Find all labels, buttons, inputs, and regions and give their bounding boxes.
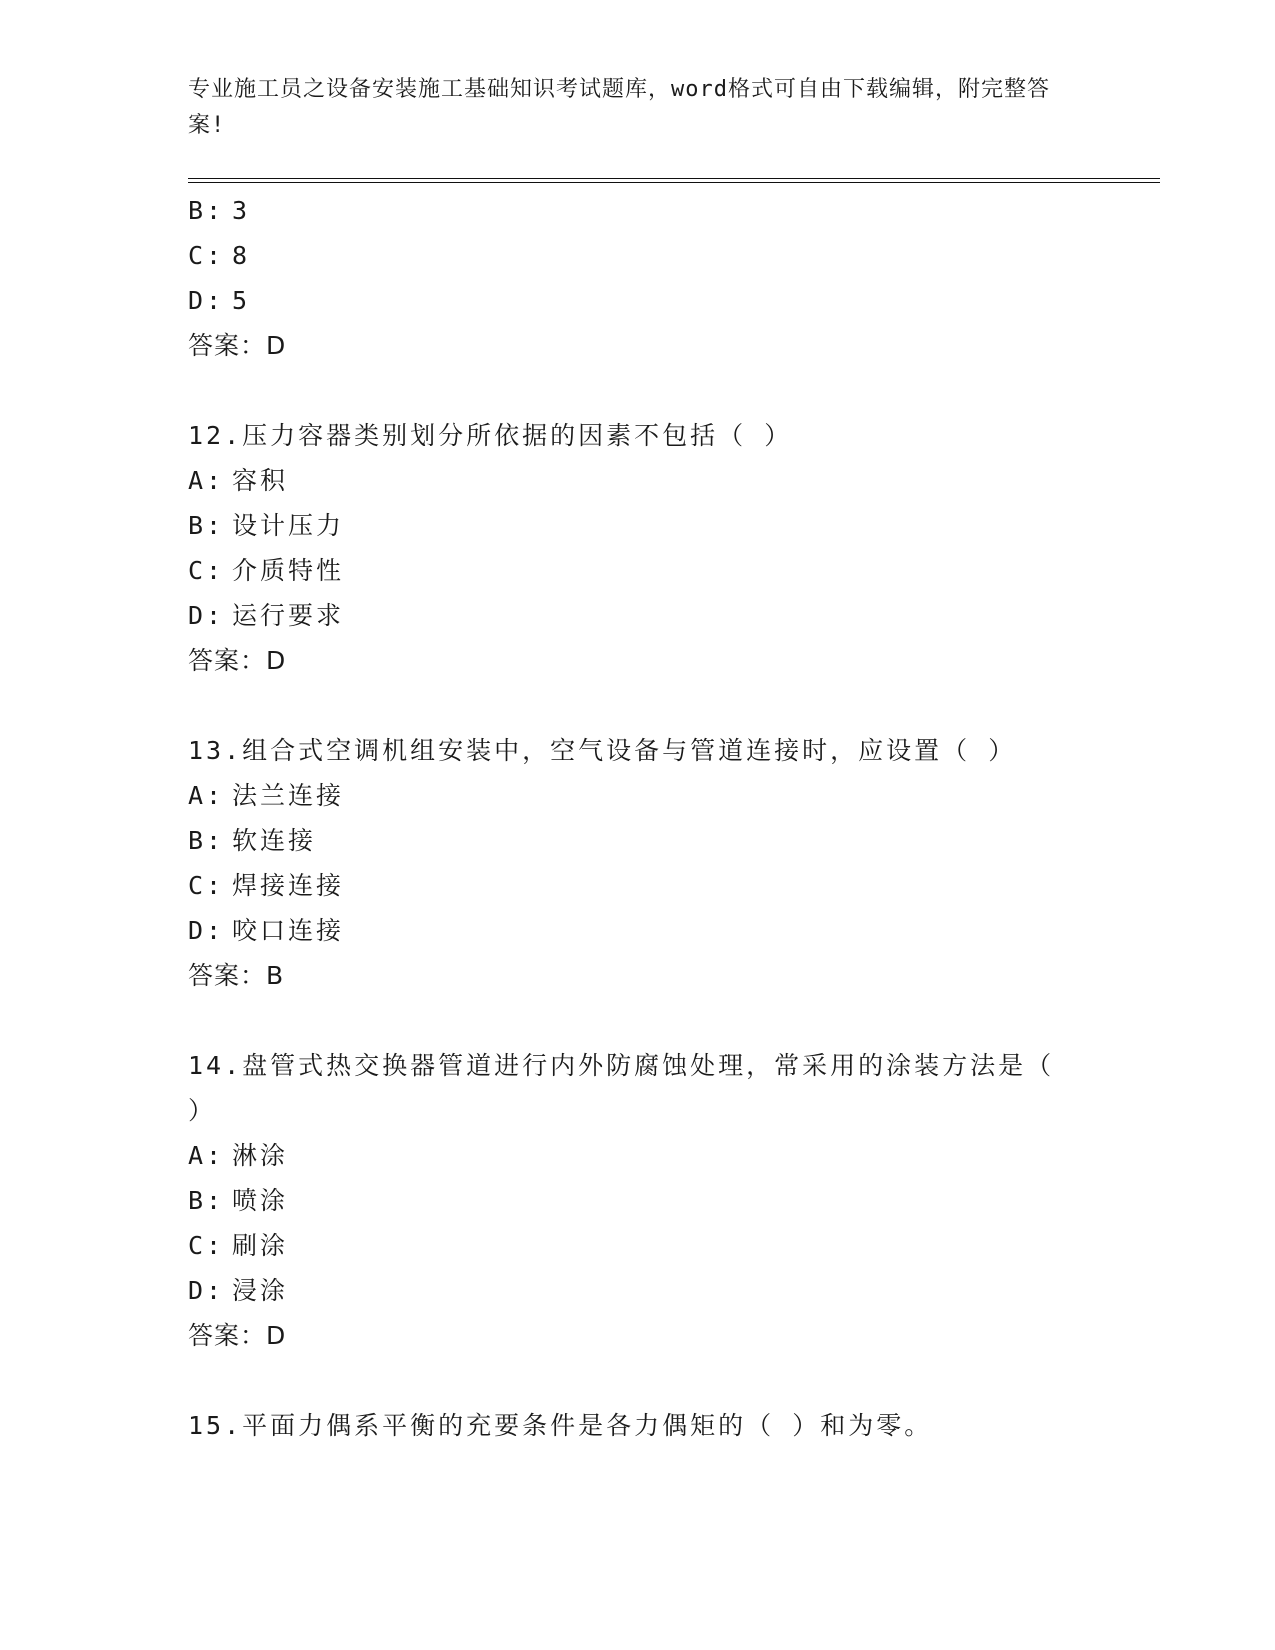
option-line [188,826,316,856]
option-line [188,1231,288,1261]
option-label: C: [188,871,225,900]
option-label: A: [188,466,225,495]
answer-line: 答案：D [188,1321,287,1350]
answer-line: 答案：B [188,961,285,990]
option-text: 运行要求 [232,601,345,630]
option-label: D: [188,286,225,315]
option-text: 3 [232,196,251,225]
answer-line: 答案：D [188,331,287,360]
question-stem-continuation: ） [188,1096,217,1125]
option-line [188,241,250,271]
question-stem: 14.盘管式热交换器管道进行内外防腐蚀处理，常采用的涂装方法是（ [188,1051,1055,1080]
option-text: 淋涂 [232,1141,289,1170]
option-text: 喷涂 [232,1186,289,1215]
option-text: 刷涂 [232,1231,289,1260]
option-text: 容积 [232,466,289,495]
option-text: 咬口连接 [232,916,345,945]
answer-line: 答案：D [188,646,287,675]
option-text: 介质特性 [232,556,345,585]
document-header: 专业施工员之设备安装施工基础知识考试题库，word格式可自由下载编辑，附完整答案! [188,77,1050,138]
option-text: 焊接连接 [232,871,345,900]
option-line [188,556,344,586]
option-line [188,1276,288,1306]
option-label: B: [188,511,225,540]
option-text: 8 [232,241,251,270]
option-label: C: [188,1231,225,1260]
option-line [188,871,344,901]
option-line [188,781,344,811]
header-divider-secondary [188,182,1160,183]
option-line [188,601,344,631]
question-stem: 15.平面力偶系平衡的充要条件是各力偶矩的（ ）和为零。 [188,1411,933,1440]
option-label: C: [188,556,225,585]
option-text: 5 [232,286,251,315]
option-line [188,1141,288,1171]
header-divider [188,178,1160,179]
option-text: 法兰连接 [232,781,345,810]
option-line [188,916,344,946]
option-text: 设计压力 [232,511,345,540]
option-label: C: [188,241,225,270]
question-stem: 13.组合式空调机组安装中，空气设备与管道连接时，应设置（ ） [188,736,1017,765]
option-label: D: [188,1276,225,1305]
option-label: B: [188,826,225,855]
option-line [188,286,250,316]
option-line [188,196,250,226]
option-label: B: [188,1186,225,1215]
option-line [188,466,288,496]
option-text: 浸涂 [232,1276,289,1305]
option-label: D: [188,916,225,945]
option-label: A: [188,1141,225,1170]
option-text: 软连接 [232,826,317,855]
option-label: B: [188,196,225,225]
option-label: A: [188,781,225,810]
option-line [188,511,344,541]
option-label: D: [188,601,225,630]
option-line [188,1186,288,1216]
question-stem: 12.压力容器类别划分所依据的因素不包括（ ） [188,421,793,450]
